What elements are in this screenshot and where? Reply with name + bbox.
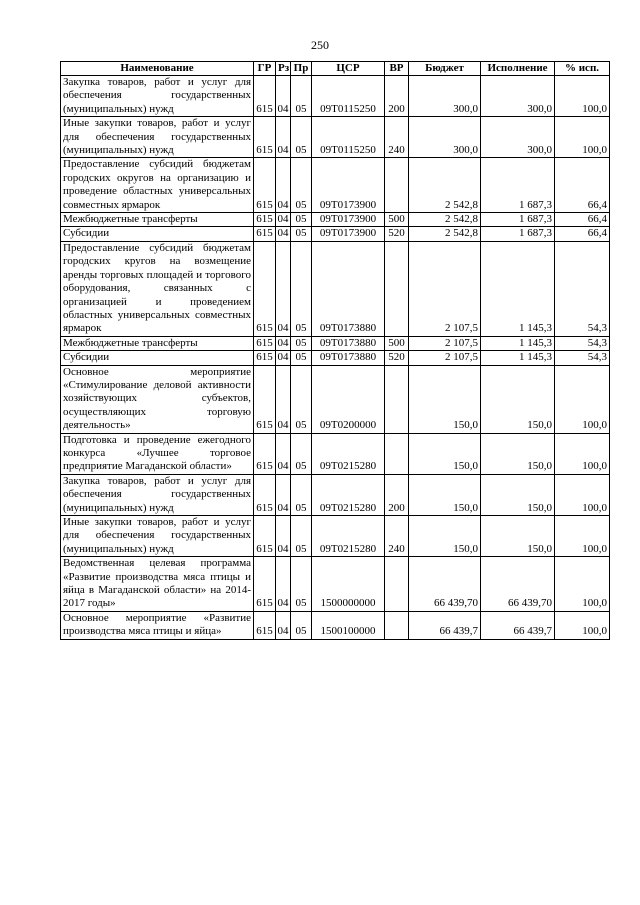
table-row — [61, 365, 610, 433]
table-header-row — [61, 62, 610, 76]
cell-execution: 66 439,7 — [481, 611, 555, 639]
cell-execution: 1 687,3 — [481, 227, 555, 241]
cell-execution: 66 439,70 — [481, 557, 555, 612]
cell-rz: 04 — [276, 557, 291, 612]
table-row — [61, 351, 610, 365]
cell-gr: 615 — [254, 213, 276, 227]
table-row — [61, 158, 610, 213]
header-csr: ЦСР — [312, 62, 385, 76]
cell-budget: 2 107,5 — [409, 351, 481, 365]
cell-gr: 615 — [254, 241, 276, 336]
cell-csr: 09Т0173900 — [312, 213, 385, 227]
cell-vr — [385, 557, 409, 612]
cell-rz: 04 — [277, 213, 289, 226]
table-row — [61, 213, 610, 227]
cell-gr: 615 — [254, 351, 276, 365]
cell-csr: 09Т0215280 — [312, 474, 385, 515]
table-row — [61, 474, 610, 515]
cell-pr: 05 — [291, 474, 312, 515]
cell-vr: 200 — [385, 76, 409, 117]
cell-name: Субсидии — [61, 227, 254, 241]
cell-rz: 04 — [277, 227, 289, 240]
cell-csr: 09Т0200000 — [312, 365, 385, 433]
cell-name: Предоставление субсидий бюджетам городских округов на организацию и проведение областных универсальных совместных ярмарок — [61, 158, 254, 213]
header-pr: Пр — [291, 62, 312, 76]
cell-csr: 1500100000 — [312, 611, 385, 639]
budget-execution-table — [60, 61, 610, 640]
cell-gr: 615 — [254, 336, 276, 350]
header-rz: Рз — [276, 62, 291, 76]
cell-vr: 520 — [385, 351, 409, 365]
cell-csr: 09Т0115250 — [312, 76, 385, 117]
cell-rz: 04 — [276, 365, 291, 433]
cell-percent: 100,0 — [555, 433, 610, 474]
cell-pr: 05 — [291, 117, 312, 158]
header-budget: Бюджет — [409, 62, 481, 76]
cell-budget: 300,0 — [409, 76, 481, 117]
cell-gr: 615 — [254, 474, 276, 515]
cell-percent: 100,0 — [555, 474, 610, 515]
cell-execution: 1 145,3 — [481, 241, 555, 336]
cell-vr: 200 — [385, 474, 409, 515]
cell-pr: 05 — [291, 433, 312, 474]
table-row — [61, 117, 610, 158]
cell-pr: 05 — [291, 76, 312, 117]
cell-percent: 100,0 — [555, 557, 610, 612]
cell-percent: 100,0 — [555, 76, 610, 117]
cell-budget: 2 107,5 — [409, 336, 481, 350]
cell-budget: 150,0 — [409, 516, 481, 557]
cell-vr — [385, 158, 409, 213]
cell-execution: 1 145,3 — [481, 336, 555, 350]
cell-percent: 54,3 — [555, 241, 610, 336]
cell-execution: 300,0 — [481, 76, 555, 117]
cell-vr: 500 — [385, 213, 409, 227]
cell-execution: 150,0 — [481, 474, 555, 515]
cell-percent: 100,0 — [555, 611, 610, 639]
cell-percent: 54,3 — [555, 336, 610, 350]
table-row — [61, 227, 610, 241]
cell-rz: 04 — [276, 516, 291, 557]
table-row — [61, 611, 610, 639]
cell-gr: 615 — [254, 365, 276, 433]
cell-gr: 615 — [254, 433, 276, 474]
cell-execution: 1 687,3 — [481, 213, 555, 227]
cell-rz: 04 — [276, 158, 291, 213]
cell-pr: 05 — [291, 365, 312, 433]
cell-budget: 2 542,8 — [409, 158, 481, 213]
cell-budget: 66 439,7 — [409, 611, 481, 639]
cell-name: Основное мероприятие «Развитие производства мяса птицы и яйца» — [61, 611, 254, 639]
cell-rz: 04 — [276, 117, 291, 158]
table-row — [61, 241, 610, 336]
cell-budget: 66 439,70 — [409, 557, 481, 612]
cell-name: Ведомственная целевая программа «Развитие производства мяса птицы и яйца в Магаданской области» на 2014-2017 годы» — [61, 557, 254, 612]
cell-gr: 615 — [254, 227, 276, 241]
cell-percent: 66,4 — [555, 158, 610, 213]
table-row — [61, 557, 610, 612]
cell-gr: 615 — [254, 117, 276, 158]
cell-percent: 54,3 — [555, 351, 610, 365]
cell-csr: 09Т0173880 — [312, 336, 385, 350]
cell-csr: 09Т0115250 — [312, 117, 385, 158]
cell-percent: 100,0 — [555, 365, 610, 433]
cell-gr: 615 — [254, 158, 276, 213]
cell-csr: 09Т0215280 — [312, 516, 385, 557]
cell-budget: 150,0 — [409, 365, 481, 433]
cell-execution: 1 145,3 — [481, 351, 555, 365]
cell-pr: 05 — [291, 516, 312, 557]
cell-name: Межбюджетные трансферты — [61, 336, 254, 350]
cell-pr: 05 — [291, 158, 312, 213]
cell-rz: 04 — [276, 241, 291, 336]
cell-gr: 615 — [254, 76, 276, 117]
cell-csr: 09Т0215280 — [312, 433, 385, 474]
table-row — [61, 516, 610, 557]
cell-vr: 520 — [385, 227, 409, 241]
cell-rz: 04 — [276, 433, 291, 474]
cell-budget: 150,0 — [409, 433, 481, 474]
header-name: Наименование — [61, 62, 254, 76]
cell-vr — [385, 433, 409, 474]
cell-pr: 05 — [291, 227, 312, 241]
cell-vr: 500 — [385, 336, 409, 350]
table-row — [61, 336, 610, 350]
cell-vr — [385, 611, 409, 639]
cell-name: Подготовка и проведение ежегодного конкурса «Лучшее торговое предприятие Магаданской области» — [61, 433, 254, 474]
page-number: 250 — [311, 38, 329, 52]
cell-name: Основное мероприятие «Стимулирование деловой активности хозяйствующих субъектов, осуществляющих торговую деятельность» — [61, 365, 254, 433]
cell-rz: 04 — [276, 474, 291, 515]
cell-rz: 04 — [277, 336, 289, 349]
cell-execution: 300,0 — [481, 117, 555, 158]
table-row — [61, 433, 610, 474]
cell-name: Иные закупки товаров, работ и услуг для обеспечения государственных (муниципальных) нужд — [61, 516, 254, 557]
header-gr: ГР — [254, 62, 276, 76]
cell-execution: 150,0 — [481, 433, 555, 474]
cell-name: Иные закупки товаров, работ и услуг для обеспечения государственных (муниципальных) нужд — [61, 117, 254, 158]
cell-budget: 2 542,8 — [409, 227, 481, 241]
cell-percent: 100,0 — [555, 516, 610, 557]
cell-vr: 240 — [385, 117, 409, 158]
cell-execution: 150,0 — [481, 365, 555, 433]
cell-name: Субсидии — [61, 351, 254, 365]
cell-name: Закупка товаров, работ и услуг для обеспечения государственных (муниципальных) нужд — [61, 76, 254, 117]
cell-rz: 04 — [277, 351, 289, 364]
cell-percent: 66,4 — [555, 213, 610, 227]
cell-execution: 1 687,3 — [481, 158, 555, 213]
cell-pr: 05 — [291, 213, 312, 227]
cell-gr: 615 — [254, 557, 276, 612]
cell-vr — [385, 365, 409, 433]
cell-percent: 100,0 — [555, 117, 610, 158]
cell-pr: 05 — [291, 351, 312, 365]
cell-csr: 09Т0173880 — [312, 241, 385, 336]
cell-percent: 66,4 — [555, 227, 610, 241]
cell-budget: 2 107,5 — [409, 241, 481, 336]
header-execution: Исполнение — [481, 62, 555, 76]
table-row — [61, 76, 610, 117]
cell-pr: 05 — [291, 611, 312, 639]
cell-vr: 240 — [385, 516, 409, 557]
cell-vr — [385, 241, 409, 336]
cell-execution: 150,0 — [481, 516, 555, 557]
cell-csr: 1500000000 — [312, 557, 385, 612]
cell-pr: 05 — [291, 336, 312, 350]
cell-rz: 04 — [276, 611, 291, 639]
cell-name: Предоставление субсидий бюджетам городских кругов на возмещение аренды торговых площадей и торгового оборудования, связанных с организацией и проведением областных универсальных совместных ярмарок — [61, 241, 254, 336]
cell-csr: 09Т0173900 — [312, 158, 385, 213]
cell-pr: 05 — [291, 557, 312, 612]
cell-budget: 150,0 — [409, 474, 481, 515]
cell-gr: 615 — [254, 611, 276, 639]
cell-pr: 05 — [291, 241, 312, 336]
cell-gr: 615 — [254, 516, 276, 557]
cell-rz: 04 — [276, 76, 291, 117]
header-vr: ВР — [385, 62, 409, 76]
cell-budget: 2 542,8 — [409, 213, 481, 227]
cell-csr: 09Т0173880 — [312, 351, 385, 365]
cell-name: Межбюджетные трансферты — [61, 213, 254, 227]
cell-name: Закупка товаров, работ и услуг для обеспечения государственных (муниципальных) нужд — [61, 474, 254, 515]
cell-budget: 300,0 — [409, 117, 481, 158]
header-percent: % исп. — [555, 62, 610, 76]
cell-csr: 09Т0173900 — [312, 227, 385, 241]
